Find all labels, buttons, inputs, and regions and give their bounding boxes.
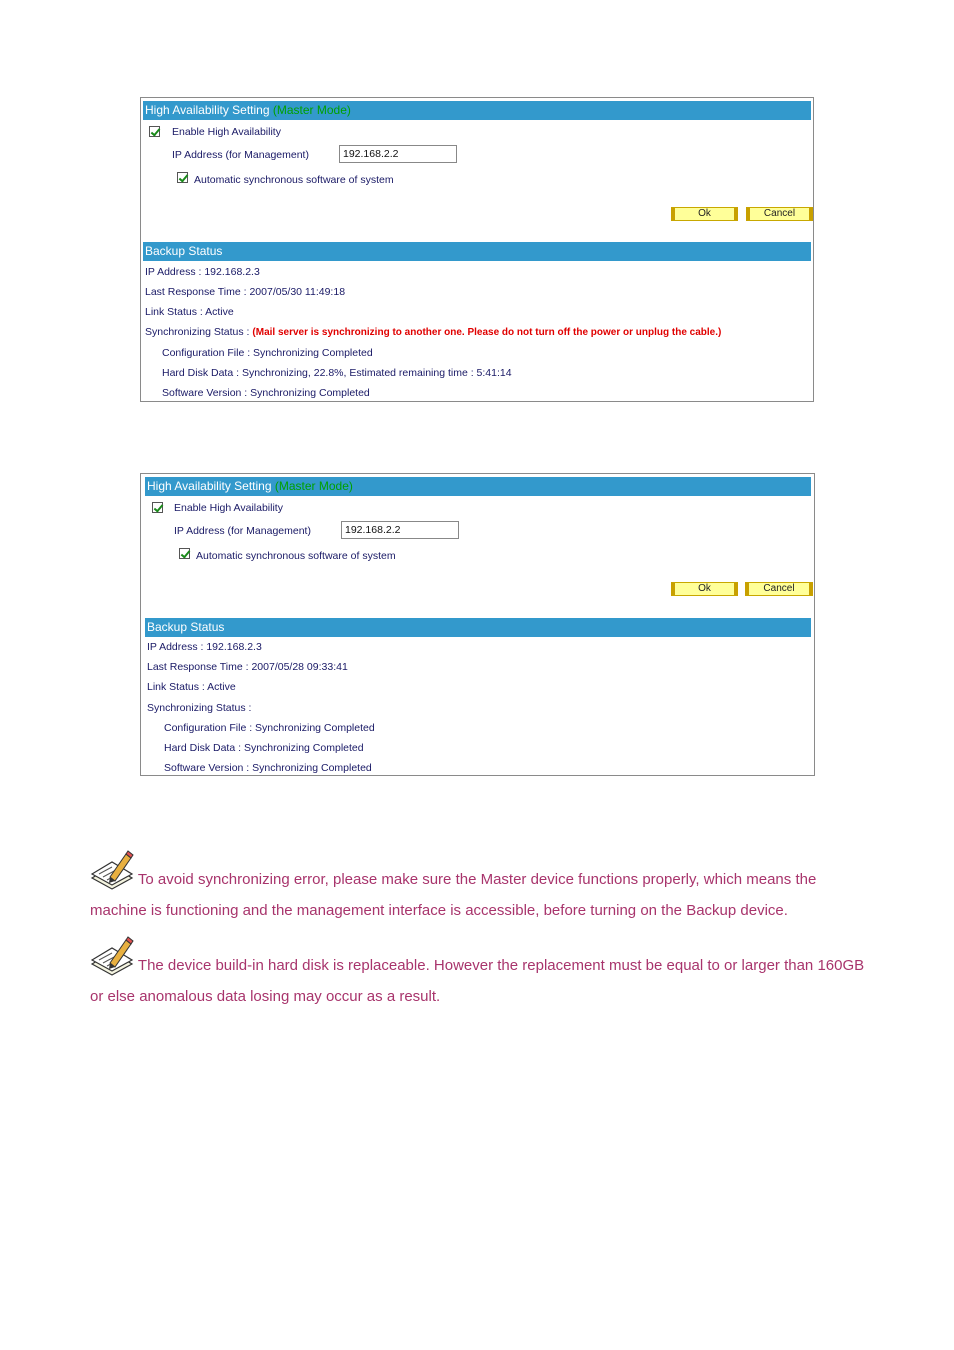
note-1-text: To avoid synchronizing error, please make sure the Master device functions properly, which means the machine is functioning and the management interface is accessible, before turning on the Backup device. — [90, 871, 817, 919]
note-pencil-icon — [90, 850, 134, 890]
enable-ha-label: Enable High Availability — [174, 502, 283, 514]
ha-settings-header — [145, 477, 811, 496]
backup-ip-address: IP Address : 192.168.2.3 — [145, 266, 260, 278]
enable-ha-label: Enable High Availability — [172, 126, 281, 138]
backup-last-response: Last Response Time : 2007/05/30 11:49:18 — [145, 286, 346, 298]
backup-link-status: Link Status : Active — [147, 681, 236, 693]
header-mode: (Master Mode) — [272, 103, 351, 117]
note-2 — [90, 936, 865, 1012]
auto-sync-checkbox[interactable] — [177, 172, 188, 183]
note-1 — [90, 850, 865, 926]
backup-sync-status — [145, 325, 721, 340]
hard-disk-status: Hard Disk Data : Synchronizing, 22.8%, Estimated remaining time : 5:41:14 — [162, 367, 512, 379]
auto-sync-label: Automatic synchronous software of system — [196, 550, 396, 562]
ok-button[interactable]: Ok — [671, 582, 738, 596]
backup-status-header: Backup Status — [143, 242, 811, 261]
note-pencil-icon — [90, 936, 134, 976]
sync-warning: (Mail server is synchronizing to another one. Please do not turn off the power or unplug the cable.) — [252, 327, 722, 338]
sync-status-label: Synchronizing Status : — [145, 326, 250, 338]
auto-sync-checkbox[interactable] — [179, 548, 190, 559]
ha-panel-1 — [140, 97, 814, 402]
software-version-status: Software Version : Synchronizing Completed — [164, 762, 372, 774]
ip-management-label: IP Address (for Management) — [174, 525, 311, 537]
header-title: High Availability Setting — [147, 479, 272, 493]
backup-ip-address: IP Address : 192.168.2.3 — [147, 641, 262, 653]
config-file-status: Configuration File : Synchronizing Completed — [164, 722, 375, 734]
backup-link-status: Link Status : Active — [145, 306, 234, 318]
auto-sync-label: Automatic synchronous software of system — [194, 174, 394, 186]
header-title: High Availability Setting — [145, 103, 270, 117]
enable-ha-checkbox[interactable] — [149, 126, 160, 137]
backup-last-response: Last Response Time : 2007/05/28 09:33:41 — [147, 661, 348, 673]
ha-panel-2 — [140, 473, 815, 776]
hard-disk-status: Hard Disk Data : Synchronizing Completed — [164, 742, 364, 754]
ok-button[interactable]: Ok — [671, 207, 738, 221]
backup-status-header: Backup Status — [145, 618, 811, 637]
header-mode: (Master Mode) — [274, 479, 353, 493]
cancel-button[interactable]: Cancel — [746, 207, 813, 221]
config-file-status: Configuration File : Synchronizing Completed — [162, 347, 373, 359]
ha-settings-header — [143, 101, 811, 120]
note-2-text: The device build-in hard disk is replaceable. However the replacement must be equal to or larger than 160GB or else anomalous data losing may occur as a result. — [90, 957, 865, 1005]
backup-sync-status: Synchronizing Status : — [147, 702, 252, 714]
enable-ha-checkbox[interactable] — [152, 502, 163, 513]
software-version-status: Software Version : Synchronizing Completed — [162, 387, 370, 399]
cancel-button[interactable]: Cancel — [745, 582, 813, 596]
ip-management-input[interactable]: 192.168.2.2 — [339, 145, 457, 163]
ip-management-label: IP Address (for Management) — [172, 149, 309, 161]
ip-management-input[interactable]: 192.168.2.2 — [341, 521, 459, 539]
